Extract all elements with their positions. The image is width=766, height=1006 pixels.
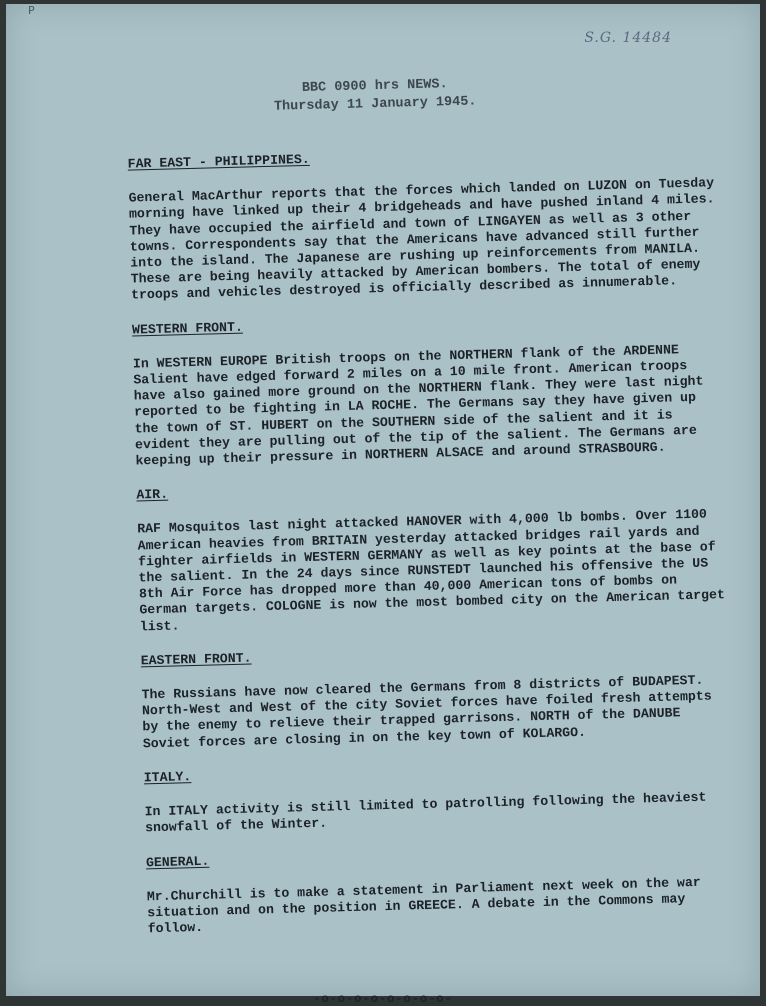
document-page [6,4,760,1006]
section-far-east [128,141,722,304]
bulletin-header [0,68,752,124]
section-title: FAR EAST - PHILIPPINES. [127,151,310,172]
reference-number: S.G. 14484 [584,30,672,46]
section-italy [144,755,736,837]
bulletin-title: BBC 0900 hrs NEWS. [301,77,448,97]
section-title: GENERAL. [145,853,210,870]
section-text: General MacArthur reports that the forces which landed on LUZON on Tuesday morning have linked up their 4 bridgeheads and have pushed inland 4 miles. They have occupied the airfield and town of LINGAYEN as well as 3 other towns. Correspondents say that the Americans have advanced still further into the island. The Japanese are rushing up reinforcements from MANILA. These are being heavily attacked by American bombers. The total of enemy troops and vehicles destroyed is officially described as innumerable. [128,175,715,303]
section-title: ITALY. [143,769,192,786]
section-text: Mr.Churchill is to make a statement in Parliament next week on the war situation and on the position in GREECE. A debate in the Commons may follow. [146,874,701,937]
section-text: The Russians have now cleared the Germans from 8 districts of BUDAPEST. North-West and West of the city Soviet forces have foiled fresh attempts by the enemy to relieve their trapped garrisons. NORTH of the DANUBE Soviet forces are closing in on the key town of KOLARGO. [141,672,712,752]
section-title: AIR. [136,486,169,503]
section-eastern-front [141,638,733,752]
section-text: In WESTERN EUROPE British troops on the NORTHERN flank of the ARDENNE Salient have edged forward 2 miles on a 10 mile front. American troops have also gained more ground on the NORTHERN flank. They were last night reported to be fighting in LA ROCHE. The Germans say they have given up the town of ST. HUBERT on the SOUTHERN side of the salient and it is evident they are pulling out of the tip of the salient. The Germans are keeping up their pressure in NORTHERN ALSACE and around STRASBOURG. [132,342,704,469]
section-text: RAF Mosquitos last night attacked HANOVER with 4,000 lb bombs. Over 1100 American heavies from BRITAIN yesterday attacked bridges rail yards and fighter airfields in WESTERN GERMANY as well as key points at the base of the salient. In the 24 days since RUNSTEDT launched his offensive the US 8th Air Force has dropped more than 40,000 American tons of bombs on German targets. COLOGNE is now the most bombed city on the American target list. [137,507,726,635]
bulletin-body [128,141,739,955]
section-title: WESTERN FRONT. [131,319,244,338]
section-western-front [132,307,726,470]
section-air [136,472,730,635]
corner-mark: P [28,4,35,17]
bulletin-date: Thursday 11 January 1945. [273,94,477,115]
section-text: In ITALY activity is still limited to patrolling following the heaviest snowfall of the Winter. [144,789,707,836]
section-general [146,839,738,937]
section-title: EASTERN FRONT. [140,650,252,669]
end-mark: -o-o-o-o-o-o-o-o- [313,992,453,1006]
